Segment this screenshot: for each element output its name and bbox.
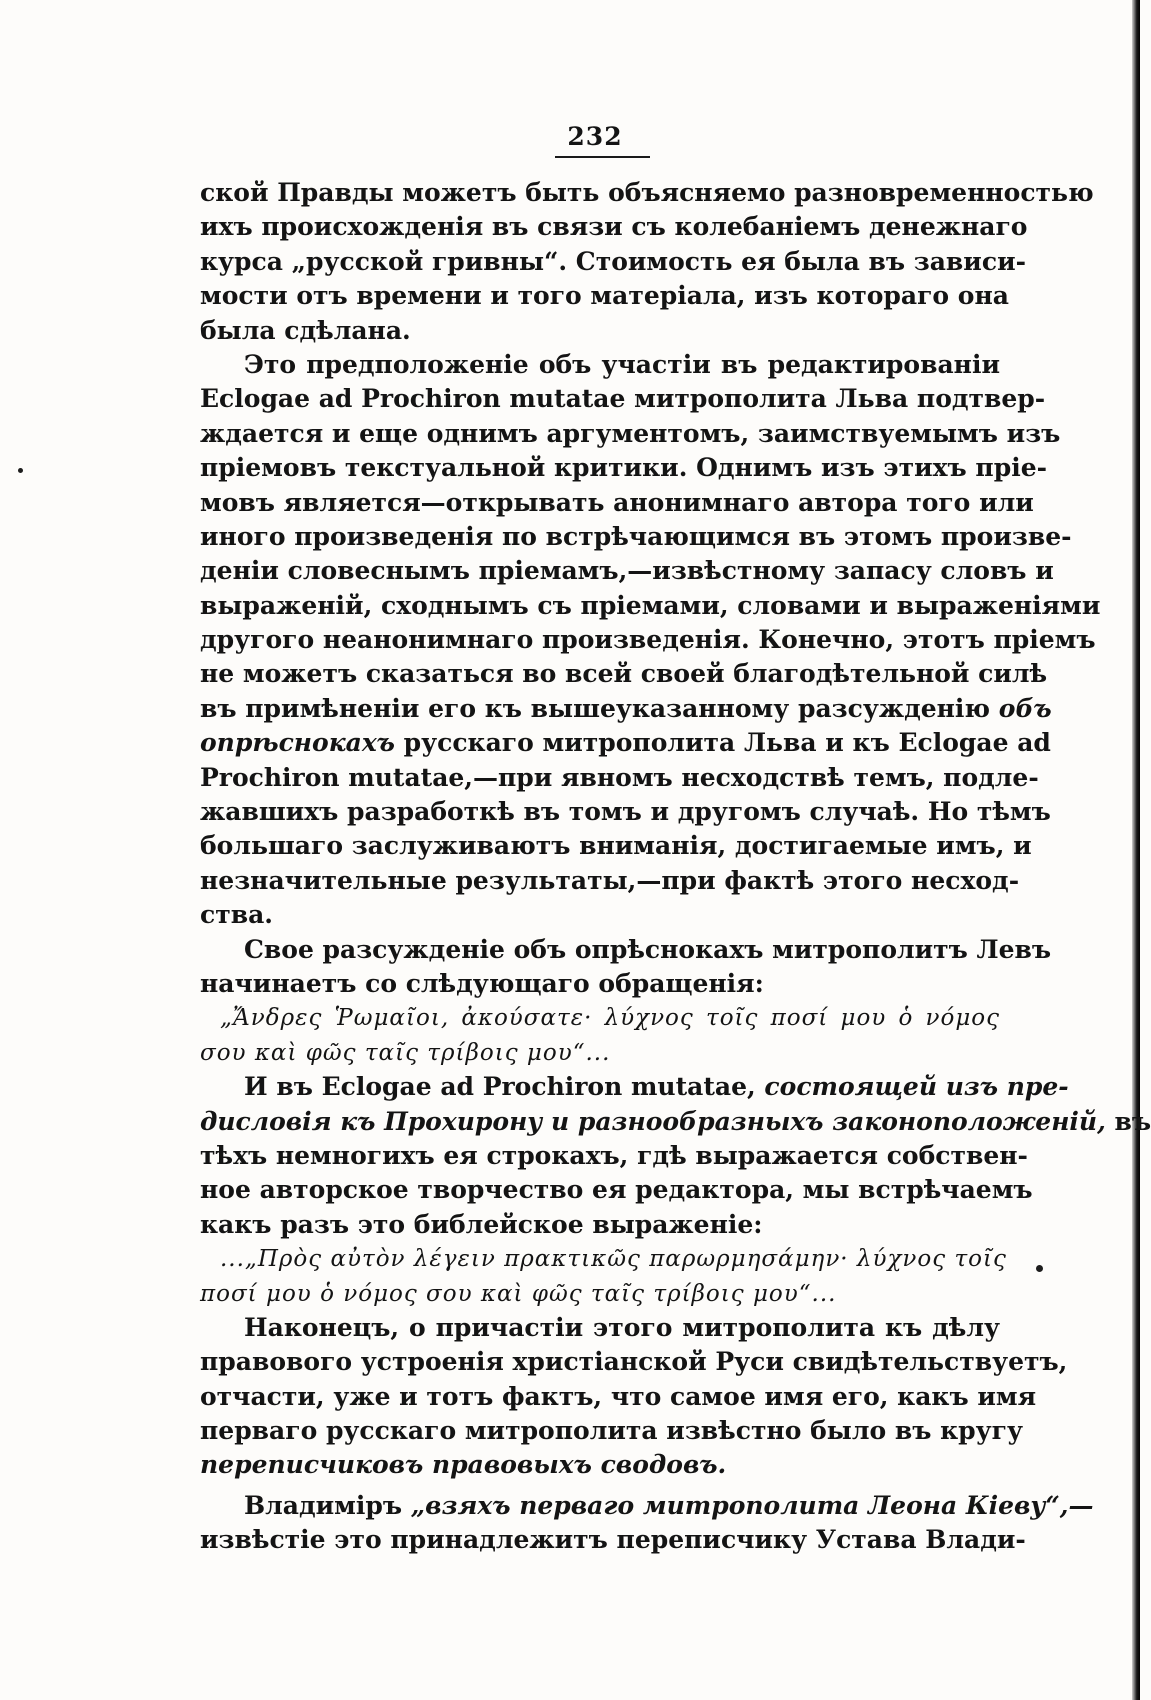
text-line: правового устроенія христіанской Руси свидѣтельствуетъ, xyxy=(200,1347,1068,1377)
italic-segment: объ xyxy=(998,693,1052,723)
italic-segment: дисловія къ Прохирону и разнообразныхъ законоположеній, xyxy=(200,1106,1106,1136)
italic-segment: опрѣснокахъ xyxy=(200,728,395,758)
text-line: Наконецъ, о причастіи этого митрополита къ дѣлу xyxy=(244,1312,1000,1342)
italic-segment: состоящей изъ пре- xyxy=(764,1072,1069,1102)
text-line: выраженій, сходнымъ съ пріемами, словами и выраженіями xyxy=(200,590,1101,620)
text-segment: въ примѣненіи его къ вышеуказанному разсужденію xyxy=(200,693,991,723)
scan-speck xyxy=(18,468,23,473)
text-line xyxy=(200,1070,1069,1104)
text-line: перваго русскаго митрополита извѣстно было въ кругу xyxy=(200,1416,1023,1446)
page-number-rule xyxy=(555,156,650,158)
text-line: Prochiron mutatae,—при явномъ несходствѣ темъ, подле- xyxy=(200,762,1039,792)
text-line: ской Правды можетъ быть объясняемо разновременностью xyxy=(200,178,1094,207)
text-line: курса „русской гривны“. Стоимость ея была въ зависи- xyxy=(200,246,1026,276)
text-line: мости отъ времени и того матеріала, изъ котораго она xyxy=(200,281,1009,311)
text-line: незначительные результаты,—при фактѣ этого несход- xyxy=(200,865,1020,895)
text-line: жавшихъ разработкѣ въ томъ и другомъ случаѣ. Но тѣмъ xyxy=(200,797,1051,827)
text-line: извѣстіе это принадлежитъ переписчику Устава Влади- xyxy=(200,1525,1026,1555)
text-line: ное авторское творчество ея редактора, мы встрѣчаемъ xyxy=(200,1175,1033,1205)
text-line: иного произведенія по встрѣчающимся въ этомъ произве- xyxy=(200,521,1072,551)
text-line: пріемовъ текстуальной критики. Однимъ изъ этихъ пріе- xyxy=(200,453,1047,483)
text-line xyxy=(200,1105,1151,1139)
text-line: Eclogae ad Prochiron mutatae митрополита Льва подтвер- xyxy=(200,384,1046,414)
text-segment: И въ Eclogae ad Prochiron mutatae, xyxy=(244,1072,756,1102)
text-line: Свое разсужденіе объ опрѣснокахъ митрополитъ Левъ xyxy=(244,934,1052,964)
greek-quote-line: ...„Πρὸς αὐτὸν λέγειν πρακτικῶς παρωρμησάμην· λύχνος τοῖς xyxy=(220,1246,1007,1273)
text-line: начинаетъ со слѣдующаго обращенія: xyxy=(200,968,764,998)
text-line: была сдѣлана. xyxy=(200,315,411,345)
text-line: ства. xyxy=(200,900,273,930)
scan-speck xyxy=(1036,1265,1043,1272)
text-segment: въ xyxy=(1114,1106,1151,1136)
text-line xyxy=(200,692,1052,726)
text-line: деніи словеснымъ пріемамъ,—извѣстному запасу словъ и xyxy=(200,556,1054,586)
greek-quote-line: σου καὶ φῶς ταῖς τρίβοις μου“... xyxy=(200,1039,611,1066)
text-line: не можетъ сказаться во всей своей благодѣтельной силѣ xyxy=(200,659,1048,689)
text-line: тѣхъ немногихъ ея строкахъ, гдѣ выражается собствен- xyxy=(200,1140,1028,1170)
text-line xyxy=(200,1489,1094,1523)
italic-line: переписчиковъ правовыхъ сводовъ. xyxy=(200,1450,727,1480)
page-number: 232 xyxy=(567,122,623,151)
text-line: какъ разъ это библейское выраженіе: xyxy=(200,1209,763,1239)
text-line: Это предположеніе объ участіи въ редактированіи xyxy=(244,349,1000,379)
text-line: ихъ происхожденія въ связи съ колебаніемъ денежнаго xyxy=(200,212,1028,242)
text-line: ждается и еще однимъ аргументомъ, заимствуемымъ изъ xyxy=(200,418,1061,448)
text-line: другого неанонимнаго произведенія. Конечно, этотъ пріемъ xyxy=(200,625,1096,655)
text-line xyxy=(200,726,1051,760)
greek-quote-line: ποσί μου ὁ νόμος σου καὶ φῶς ταῖς τρίβοις μου“... xyxy=(200,1280,837,1307)
text-line: мовъ является—открывать анонимнаго автора того или xyxy=(200,487,1034,517)
greek-quote-line: „Ἄνδρες Ῥωμαῖοι, ἀκούσατε· λύχνος τοῖς ποσί μου ὁ νόμος xyxy=(220,1005,1000,1032)
text-line: большаго заслуживаютъ вниманія, достигаемые имъ, и xyxy=(200,831,1032,861)
page-edge xyxy=(1132,0,1140,1700)
text-segment: русскаго митрополита Льва и къ Eclogae ad xyxy=(403,728,1051,758)
italic-segment: „взяхъ перваго митрополита Леона Кіеву“,— xyxy=(410,1490,1094,1520)
body-text xyxy=(200,176,1151,1558)
text-segment: Владиміръ xyxy=(244,1490,403,1520)
text-line: отчасти, уже и тотъ фактъ, что самое имя его, какъ имя xyxy=(200,1381,1037,1411)
